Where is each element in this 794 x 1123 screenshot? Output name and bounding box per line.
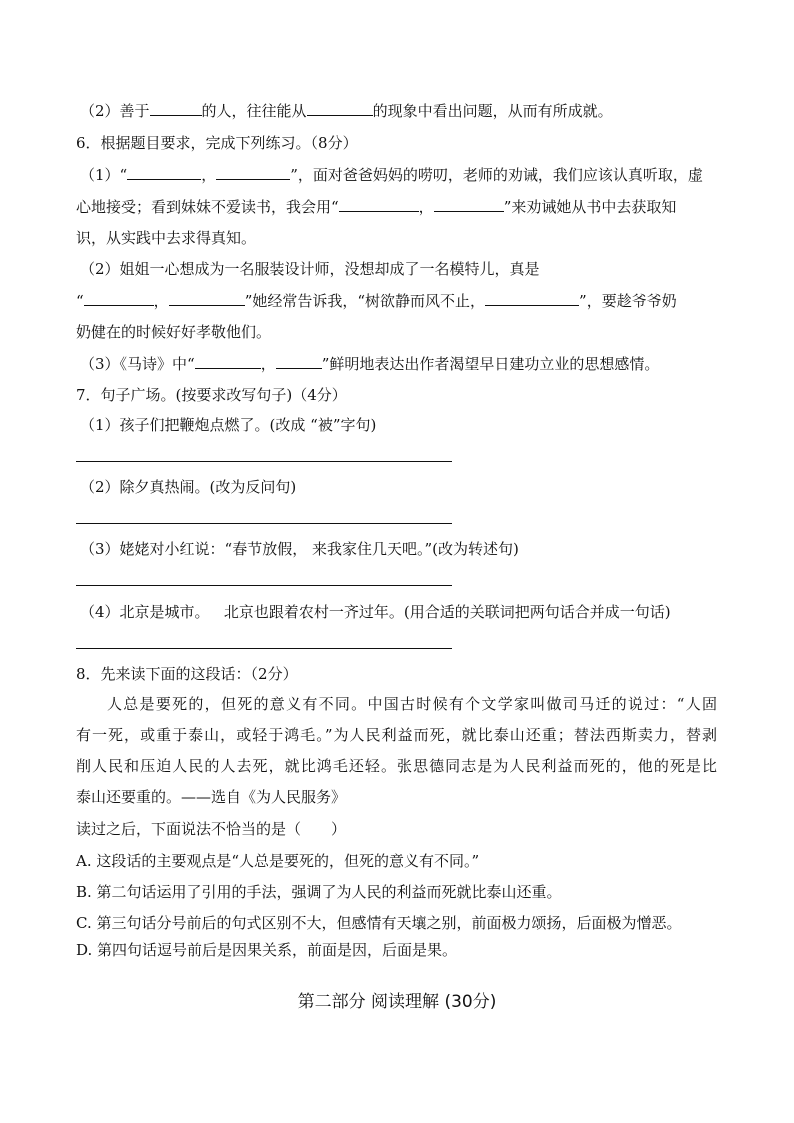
text: 心地接受；看到妹妹不爱读书，我会用“ — [76, 198, 339, 216]
text: ， — [418, 198, 434, 216]
q6-item-1-line-2 — [76, 197, 676, 217]
text: （1）“ — [80, 166, 128, 184]
text: ”来劝诫她从书中去获取知 — [503, 198, 677, 216]
text: 的现象中看出问题，从而有所成就。 — [372, 102, 613, 120]
text: ”鲜明地表达出作者渴望早日建功立业的思想感情。 — [321, 355, 660, 373]
q6-item-3 — [80, 354, 659, 374]
passage-line: 泰山还要重的。——选自《为人民服务》 — [76, 788, 347, 806]
text: （2）善于 — [80, 102, 150, 120]
q6-item-1-line-3: 识，从实践中去求得真知。 — [76, 229, 257, 247]
text: 的人，往往能从 — [201, 102, 307, 120]
q7-item-3: （3）姥姥对小红说：“春节放假， 来我家住几天吧。”(改为转述句) — [80, 540, 519, 558]
q5-item-2 — [80, 101, 613, 121]
q8-question: 读过之后，下面说法不恰当的是（ ） — [76, 820, 347, 838]
passage-line: 人总是要死的，但死的意义有不同。中国古时候有个文学家叫做司马迁的说过：“人固 — [107, 695, 717, 713]
q6-item-1-line-1 — [80, 165, 703, 185]
q7-title: 7．句子广场。(按要求改写句子)（4分） — [76, 386, 347, 404]
text: ， — [260, 355, 276, 373]
q8-title: 8．先来读下面的这段话：（2分） — [76, 665, 298, 683]
text: “ — [76, 292, 84, 310]
answer-blank[interactable] — [434, 197, 504, 212]
answer-line[interactable] — [76, 648, 452, 649]
answer-blank[interactable] — [276, 354, 322, 369]
answer-blank[interactable] — [127, 165, 201, 180]
option-b[interactable]: B. 第二句话运用了引用的手法，强调了为人民的利益而死就比泰山还重。 — [76, 883, 562, 901]
answer-blank[interactable] — [169, 291, 245, 306]
passage-line: 削人民和压迫人民的人去死，就比鸿毛还轻。张思德同志是为人民利益而死的，他的死是比 — [76, 757, 717, 775]
answer-blank[interactable] — [84, 291, 154, 306]
q6-item-2-line-2 — [76, 291, 677, 311]
answer-blank[interactable] — [339, 197, 419, 212]
text: ”，面对爸爸妈妈的唠叨，老师的劝诫，我们应该认真听取，虚 — [290, 166, 703, 184]
q6-item-2-line-3: 奶健在的时候好好孝敬他们。 — [76, 323, 272, 341]
text: （3）《马诗》中“ — [80, 355, 195, 373]
option-a[interactable]: A. 这段话的主要观点是“人总是要死的，但死的意义有不同。” — [76, 852, 480, 870]
q7-item-1: （1）孩子们把鞭炮点燃了。(改成 “被”字句) — [80, 416, 377, 434]
text: ”她经常告诉我，“树欲静而风不止， — [244, 292, 486, 310]
option-d[interactable]: D. 第四句话逗号前后是因果关系，前面是因，后面是果。 — [76, 941, 458, 959]
text: ”，要趁爷爷奶 — [579, 292, 677, 310]
q6-title: 6．根据题目要求，完成下列练习。（8分） — [76, 134, 358, 152]
answer-line[interactable] — [76, 585, 452, 586]
q6-item-2-line-1: （2）姐姐一心想成为一名服装设计师，没想却成了一名模特儿，真是 — [80, 260, 540, 278]
q7-item-2: （2）除夕真热闹。(改为反问句) — [80, 478, 297, 496]
answer-blank[interactable] — [485, 291, 579, 306]
answer-blank[interactable] — [307, 101, 373, 116]
passage-line: 有一死，或重于泰山，或轻于鸿毛。”为人民利益而死，就比泰山还重；替法西斯卖力，替剥 — [76, 726, 717, 744]
text: ， — [201, 166, 217, 184]
answer-line[interactable] — [76, 523, 452, 524]
q7-item-4: （4）北京是城市。 北京也跟着农村一齐过年。(用合适的关联词把两句话合并成一句话) — [80, 603, 671, 621]
text: ， — [153, 292, 169, 310]
answer-blank[interactable] — [150, 101, 202, 116]
answer-blank[interactable] — [195, 354, 261, 369]
answer-blank[interactable] — [216, 165, 290, 180]
section-heading: 第二部分 阅读理解 (30分) — [297, 992, 497, 1012]
option-c[interactable]: C. 第三句话分号前后的句式区别不大，但感情有天壤之别，前面极力颂扬，后面极为憎恶。 — [76, 914, 682, 932]
answer-line[interactable] — [76, 461, 452, 462]
